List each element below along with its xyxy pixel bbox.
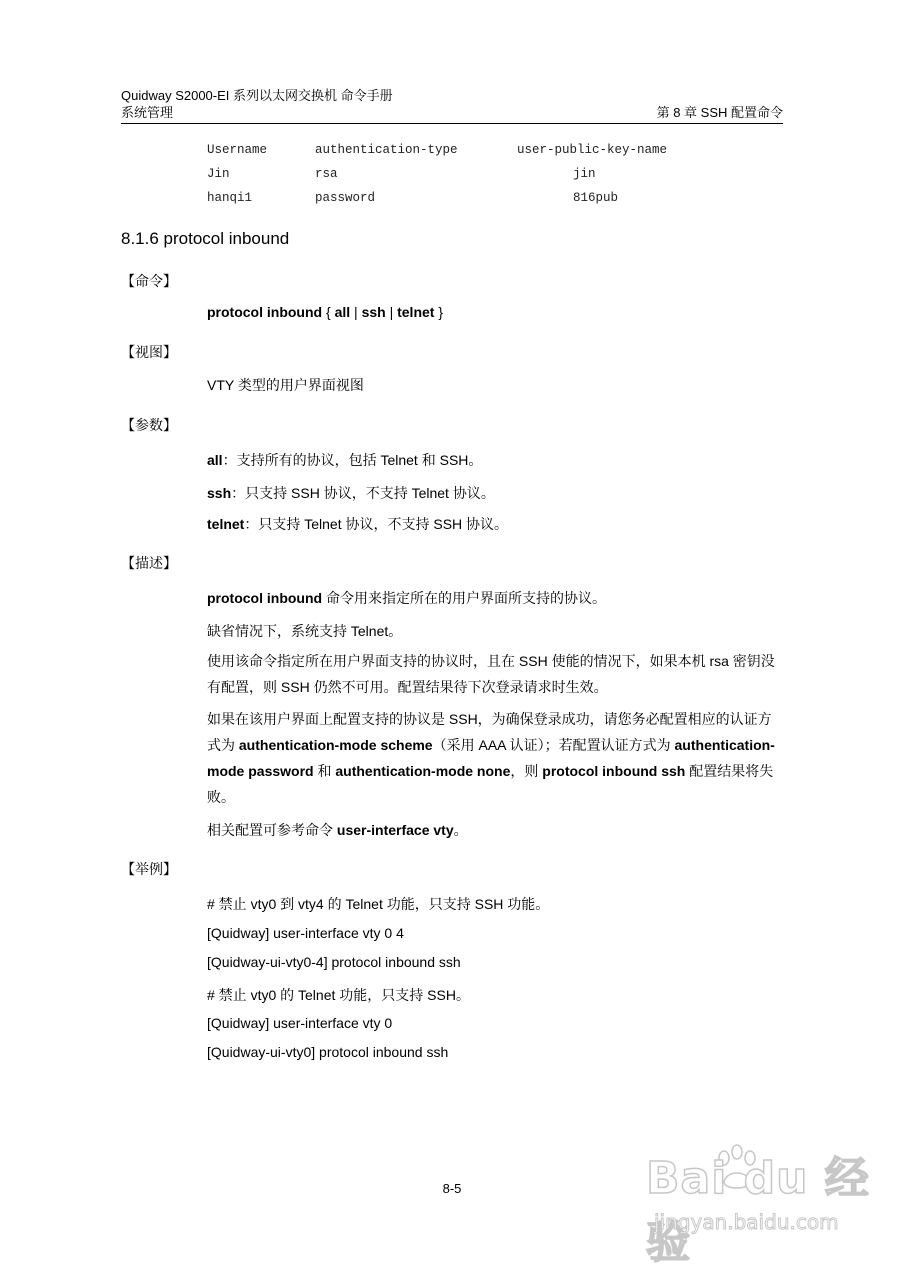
param-name: all: [207, 452, 223, 468]
params-tag: 【参数】: [121, 417, 177, 433]
example-line: [Quidway-ui-vty0-4] protocol inbound ssh: [207, 954, 461, 970]
table-header-cell: authentication-type: [315, 143, 458, 157]
example-line: [Quidway-ui-vty0] protocol inbound ssh: [207, 1044, 449, 1060]
table-cell: Jin: [207, 167, 230, 181]
doc-title: Quidway S2000-EI 系列以太网交换机 命令手册: [121, 88, 393, 103]
table-cell: hanqi1: [207, 191, 253, 205]
example-line: [Quidway] user-interface vty 0 4: [207, 925, 404, 941]
section-title: 8.1.6 protocol inbound: [121, 229, 290, 248]
example-tag: 【举例】: [121, 861, 177, 877]
param-desc: ：只支持 Telnet 协议，不支持 SSH 协议。: [244, 516, 509, 532]
description-para-2: 缺省情况下，系统支持 Telnet。: [207, 623, 403, 639]
table-header-cell: Username: [207, 143, 268, 157]
param-desc: ：支持所有的协议，包括 Telnet 和 SSH。: [222, 452, 483, 468]
param-name: telnet: [207, 516, 245, 532]
example-line: # 禁止 vty0 到 vty4 的 Telnet 功能，只支持 SSH 功能。: [207, 896, 550, 912]
param-desc: ：只支持 SSH 协议，不支持 Telnet 协议。: [231, 485, 495, 501]
description-text: 配置结果将失败。: [207, 763, 774, 805]
description-tag: 【描述】: [121, 555, 177, 571]
syntax-text: }: [434, 304, 444, 320]
command-name: protocol inbound: [207, 590, 323, 606]
view-tag: 【视图】: [121, 344, 177, 360]
description-para-3: 使用该命令指定所在用户界面支持的协议时，且在 SSH 使能的情况下，如果本机 rsa 密钥没有配置，则 SSH 仍然不可用。配置结果待下次登录请求时生效。: [207, 653, 775, 695]
syntax-text: {: [322, 304, 335, 320]
param-telnet: [207, 514, 508, 534]
header-chapter: 第 8 章 SSH 配置命令: [656, 105, 783, 120]
syntax-keyword: telnet: [397, 304, 435, 320]
table-cell: jin: [573, 167, 596, 181]
command-name: authentication-mode scheme: [238, 737, 433, 753]
param-all: [207, 450, 482, 470]
description-text: 相关配置可参考命令: [207, 822, 337, 838]
table-cell: password: [315, 191, 376, 205]
description-text: ，则: [510, 763, 543, 779]
page-number: 8-5: [442, 1181, 462, 1196]
watermark-logo: Bai du 经验: [646, 1153, 870, 1268]
command-name: authentication-mode none: [335, 763, 511, 779]
description-para-4: [207, 706, 785, 810]
command-name: protocol inbound ssh: [542, 763, 686, 779]
description-text: （采用 AAA 认证）；若配置认证方式为: [432, 737, 675, 753]
watermark-url: jingyan.baidu.com: [654, 1210, 839, 1234]
param-ssh: [207, 483, 495, 503]
param-name: ssh: [207, 485, 232, 501]
command-syntax: [207, 304, 443, 320]
description-para-5: [207, 820, 468, 840]
example-line: [Quidway] user-interface vty 0: [207, 1015, 393, 1031]
syntax-text: |: [385, 304, 398, 320]
description-text: 命令用来指定所在的用户界面所支持的协议。: [322, 590, 606, 606]
description-text: 。: [453, 822, 468, 838]
view-text: VTY 类型的用户界面视图: [207, 377, 364, 393]
command-name: authentication-mode password: [207, 737, 775, 779]
table-cell: rsa: [315, 167, 338, 181]
command-tag: 【命令】: [121, 273, 177, 289]
baidu-watermark: [640, 1142, 870, 1268]
header-rule: [121, 123, 783, 124]
description-text: 和: [313, 763, 336, 779]
table-cell: 816pub: [573, 191, 619, 205]
syntax-keyword: all: [334, 304, 351, 320]
running-header: [121, 105, 783, 121]
description-para-1: [207, 588, 606, 608]
command-name: user-interface vty: [336, 822, 454, 838]
description-text: 如果在该用户界面上配置支持的协议是 SSH，为确保登录成功，请您务必配置相应的认证方式为: [207, 711, 772, 753]
syntax-keyword: ssh: [361, 304, 386, 320]
table-header-cell: user-public-key-name: [517, 143, 668, 157]
example-line: # 禁止 vty0 的 Telnet 功能，只支持 SSH。: [207, 987, 470, 1003]
header-section-left: 系统管理: [121, 105, 174, 120]
syntax-keyword: protocol inbound: [207, 304, 323, 320]
syntax-text: |: [350, 304, 362, 320]
